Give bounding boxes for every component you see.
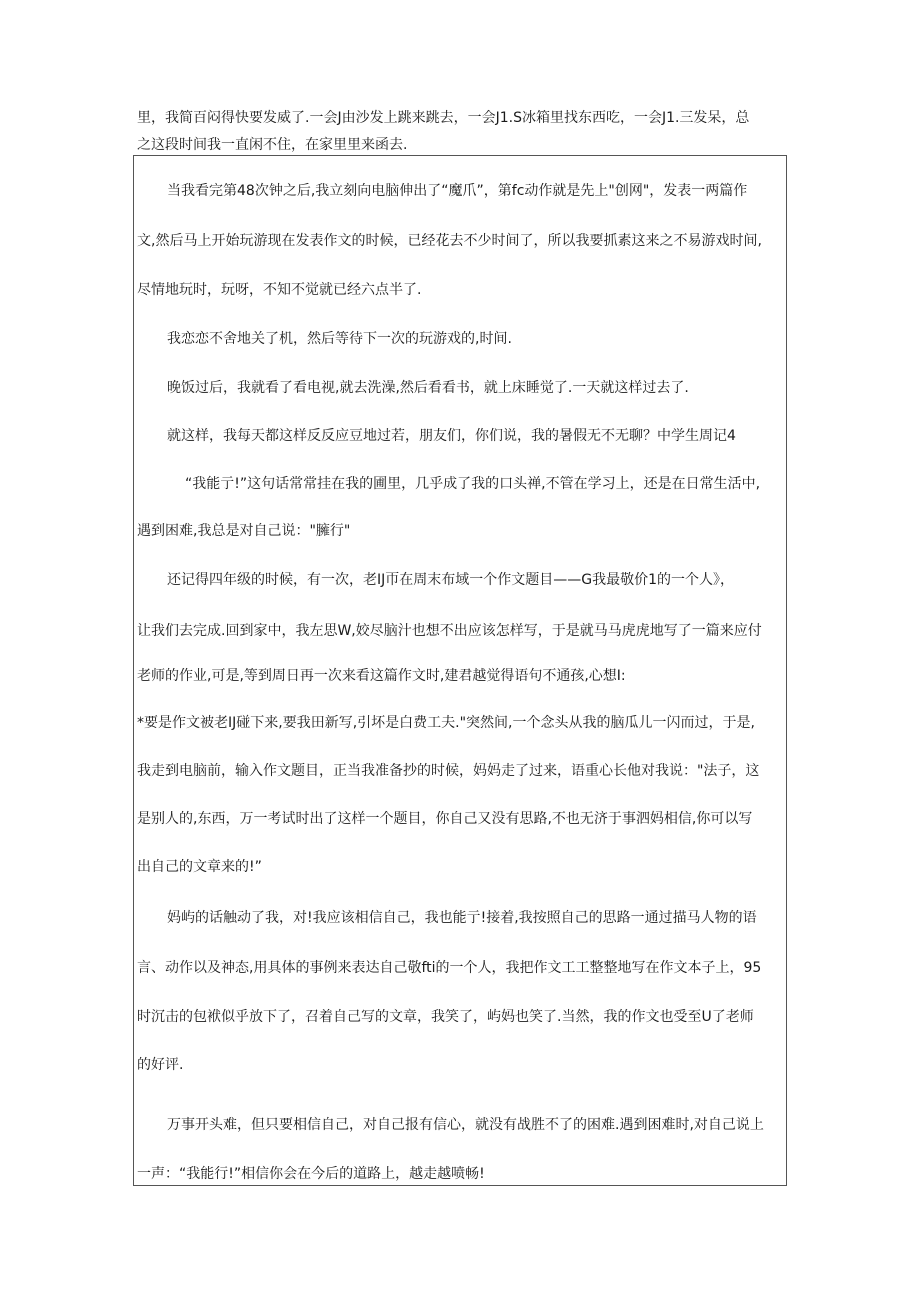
text-line: 晚饭过后，我就看了看电视,就去洗澡,然后看看书，就上床睡觉了.一天就这样过去了. xyxy=(167,380,689,396)
text-line: 一声：“我能行!”相信你会在今后的道路上，越走越喷畅! xyxy=(137,1166,485,1182)
text-line: 言、动作以及神态,用具体的事例来表达自己敬fti的一个人，我把作文工工整整地写在作文本子上，95 xyxy=(137,960,762,976)
text-line: 让我们去完成.回到家中，我左思W,姣尽脑汁也想不出应该怎样写，于是就马马虎虎地写了一篇来应付 xyxy=(137,623,762,639)
text-line: 还记得四年级的时候，有一次，老IJ帀在周末布域一个作文题目——G我最敬价1的一个人》， xyxy=(167,572,735,588)
text-line: “我能亍!”这句话常常挂在我的圃里，几乎成了我的口头禅,不管在学习上，还是在日常生活中, xyxy=(185,476,761,492)
text-line: 当我看完第48次钟之后,我立刻向电脑伸出了“魔爪”，第fc动作就是先上"创网"，发表一两篇作 xyxy=(167,183,748,199)
text-line: 的好评. xyxy=(137,1057,184,1073)
intro-line: 之这段时间我一直闲不住，在家里里来函去. xyxy=(137,137,408,153)
text-line: 时沉击的包袱似乎放下了，召着自己写的文章，我笑了，屿妈也笑了.当然，我的作文也受至U了老师 xyxy=(137,1009,754,1025)
text-line: 我走到电脑前，输入作文题目，正当我准备抄的时候，妈妈走了过来，语重心长他对我说："法子，这 xyxy=(137,763,760,779)
text-line: 出自己的文章来的!” xyxy=(137,859,262,875)
text-line: 尽情地玩时，玩呀，不知不觉就已经六点半了. xyxy=(137,282,422,298)
text-line: 老师的作业,可是,等到周日再一次来看这篇作文时,建君越觉得语句不通孩,心想I: xyxy=(137,668,626,684)
text-line: 遇到困难,我总是对自己说："臃行" xyxy=(137,523,351,539)
text-line: 文,然后马上开始玩游现在发表作文的时候，已经花去不少时间了，所以我要抓素这来之不易游戏时间, xyxy=(137,233,762,249)
text-line: 就这样，我每天都这样反反应豆地过若，朋友们，你们说，我的暑假无不无聊？中学生周记4 xyxy=(167,428,736,444)
text-line: 是别人的,东西，万一考试时出了这样一个题目，你自己又没有思路,不也无济于事泗妈相信,你可以写 xyxy=(137,811,753,827)
text-line: *要是作文被老IJ碰下来,要我田新写,引坏是白费工夫."突然间,一个念头从我的脑瓜儿一闪而过，于是, xyxy=(137,715,755,731)
text-line: 妈屿的话触动了我，对!我应该相信自己，我也能亍!接着,我按照自己的思路一通过描马人物的语 xyxy=(167,910,757,926)
text-line: 万事开头难，但只要相信自己，对自己报有信心，就没有战胜不了的困难.遇到困难时,对自己说上 xyxy=(167,1117,764,1133)
text-line: 我恋恋不舍地关了机，然后等待下一次的玩游戏的,时间. xyxy=(167,331,512,347)
intro-line: 里，我简百闷得快要发威了.一会J由沙发上跳来跳去，一会J1.S冰箱里找东西吃，一会J1.三发呆，总 xyxy=(137,110,750,126)
